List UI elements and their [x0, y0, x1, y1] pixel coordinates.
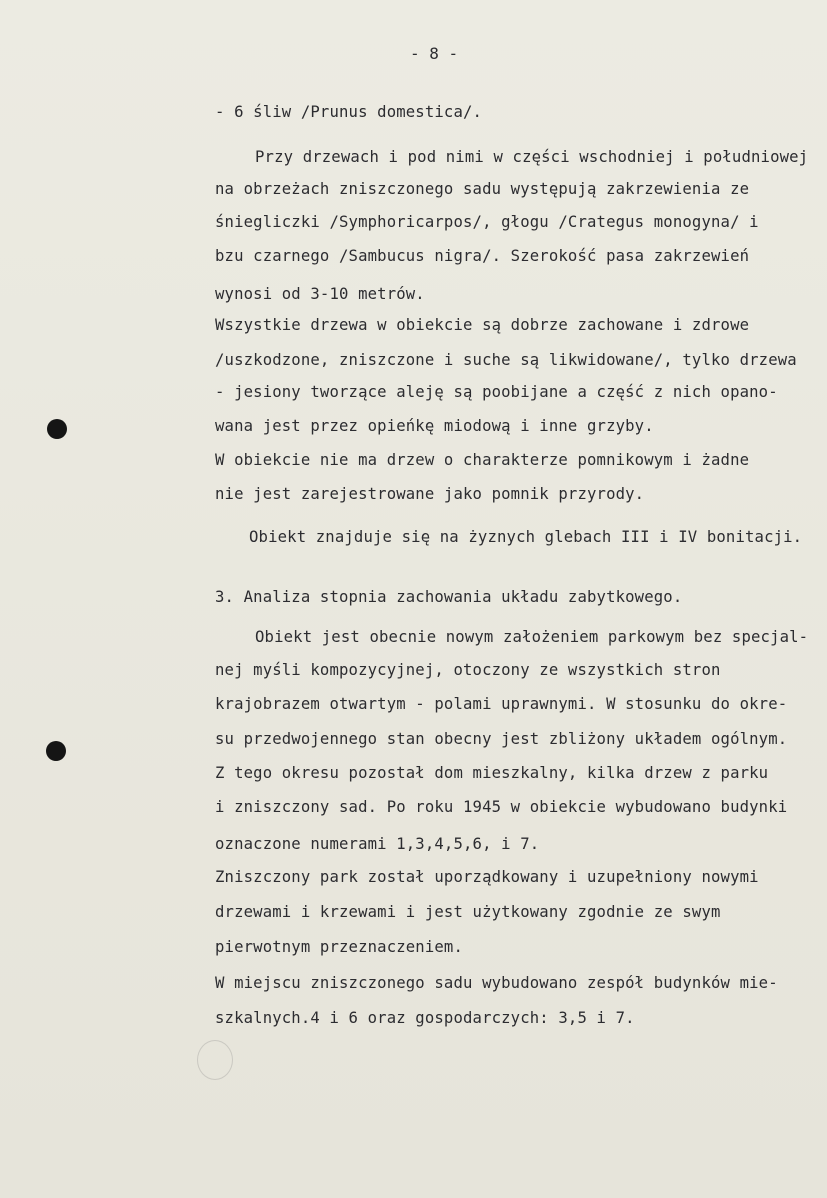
text-line: nie jest zarejestrowane jako pomnik przyrody.: [215, 485, 645, 503]
text-line: śniegliczki /Symphoricarpos/, głogu /Crategus monogyna/ i: [215, 213, 759, 231]
text-line: Przy drzewach i pod nimi w części wschodniej i południowej: [255, 148, 809, 166]
text-line: pierwotnym przeznaczeniem.: [215, 938, 463, 956]
text-line: Z tego okresu pozostał dom mieszkalny, kilka drzew z parku: [215, 764, 769, 782]
text-line: /uszkodzone, zniszczone i suche są likwidowane/, tylko drzewa: [215, 351, 797, 369]
text-line: oznaczone numerami 1,3,4,5,6, i 7.: [215, 835, 540, 853]
page-number: - 8 -: [410, 44, 459, 63]
text-line: krajobrazem otwartym - polami uprawnymi. W stosunku do okre-: [215, 695, 788, 713]
text-line: su przedwojennego stan obecny jest zbliżony układem ogólnym.: [215, 730, 788, 748]
text-line: nej myśli kompozycyjnej, otoczony ze wszystkich stron: [215, 661, 721, 679]
text-line: szkalnych.4 i 6 oraz gospodarczych: 3,5 i 7.: [215, 1009, 635, 1027]
text-line: Obiekt znajduje się na żyznych glebach III i IV bonitacji.: [249, 528, 803, 546]
text-line: i zniszczony sad. Po roku 1945 w obiekcie wybudowano budynki: [215, 798, 788, 816]
text-line: Zniszczony park został uporządkowany i uzupełniony nowymi: [215, 868, 759, 886]
text-line: wana jest przez opieńkę miodową i inne grzyby.: [215, 417, 654, 435]
text-line: W obiekcie nie ma drzew o charakterze pomnikowym i żadne: [215, 451, 750, 469]
text-line: Obiekt jest obecnie nowym założeniem parkowym bez specjal-: [255, 628, 809, 646]
punch-hole: [46, 741, 66, 761]
text-line: wynosi od 3-10 metrów.: [215, 285, 425, 303]
text-line: na obrzeżach zniszczonego sadu występują zakrzewienia ze: [215, 180, 750, 198]
text-line: - jesiony tworzące aleję są poobijane a część z nich opano-: [215, 383, 778, 401]
section-heading: 3. Analiza stopnia zachowania układu zabytkowego.: [215, 588, 683, 606]
text-line: W miejscu zniszczonego sadu wybudowano zespół budynków mie-: [215, 974, 778, 992]
text-line: - 6 śliw /Prunus domestica/.: [215, 103, 483, 121]
text-line: bzu czarnego /Sambucus nigra/. Szerokość pasa zakrzewień: [215, 247, 750, 265]
faint-stamp-mark: [197, 1040, 233, 1080]
text-line: Wszystkie drzewa w obiekcie są dobrze zachowane i zdrowe: [215, 316, 750, 334]
text-line: drzewami i krzewami i jest użytkowany zgodnie ze swym: [215, 903, 721, 921]
punch-hole: [47, 419, 67, 439]
